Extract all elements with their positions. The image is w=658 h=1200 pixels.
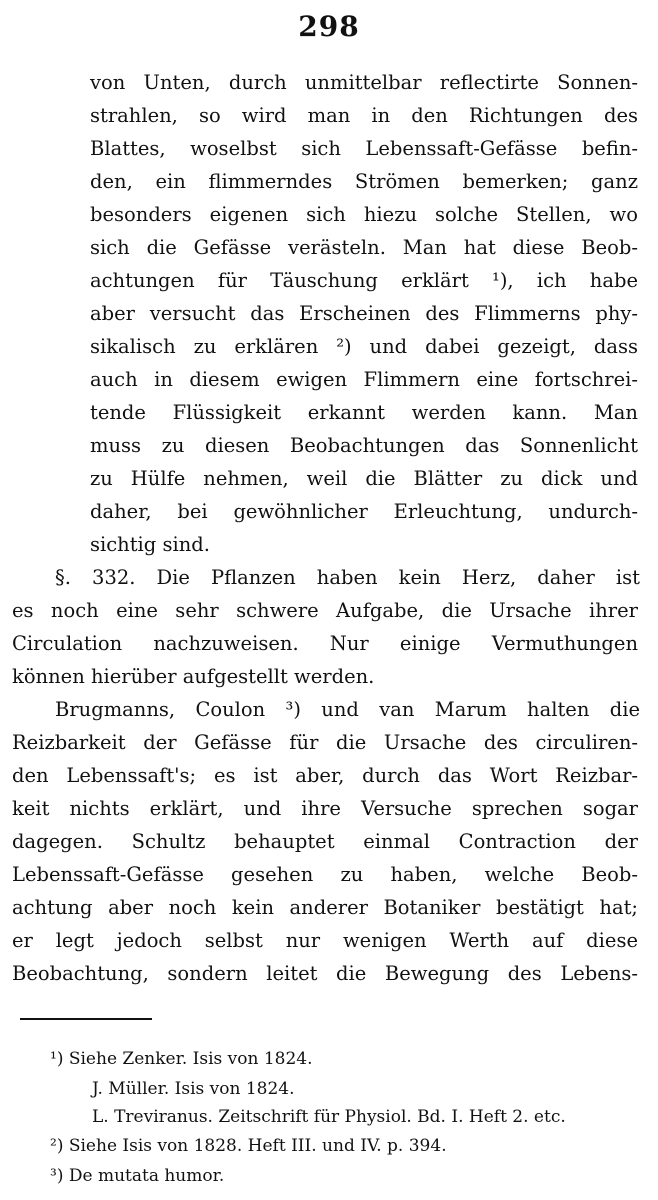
text-line: Lebenssaft-Gefässe gesehen zu haben, welche Beob- — [12, 863, 638, 886]
text-line: muss zu diesen Beobachtungen das Sonnenlicht — [90, 434, 638, 457]
footnote-divider — [20, 1018, 152, 1020]
text-line: Reizbarkeit der Gefässe für die Ursache des circuliren- — [12, 731, 638, 754]
paragraph-start-line: Brugmanns, Coulon ³) und van Marum halten die — [55, 698, 640, 721]
text-line: achtung aber noch kein anderer Botaniker bestätigt hat; — [12, 896, 638, 919]
text-line: daher, bei gewöhnlicher Erleuchtung, undurch- — [90, 500, 638, 523]
text-line: den Lebenssaft's; es ist aber, durch das Wort Reizbar- — [12, 764, 638, 787]
text-line: zu Hülfe nehmen, weil die Blätter zu dick und — [90, 467, 638, 490]
footnote-2: ²) Siehe Isis von 1828. Heft III. und IV. p. 394. — [50, 1136, 447, 1156]
text-line: achtungen für Täuschung erklärt ¹), ich habe — [90, 269, 638, 292]
text-line: tende Flüssigkeit erkannt werden kann. Man — [90, 401, 638, 424]
text-line: von Unten, durch unmittelbar reflectirte Sonnen- — [90, 71, 638, 94]
section-heading-line: §. 332. Die Pflanzen haben kein Herz, daher ist — [55, 566, 640, 589]
text-line: Circulation nachzuweisen. Nur einige Vermuthungen — [12, 632, 638, 655]
footnote-1: ¹) Siehe Zenker. Isis von 1824. — [50, 1049, 313, 1069]
text-line: aber versucht das Erscheinen des Flimmerns phy- — [90, 302, 638, 325]
text-line: sich die Gefässe verästeln. Man hat diese Beob- — [90, 236, 638, 259]
text-line: strahlen, so wird man in den Richtungen des — [90, 104, 638, 127]
footnote-1-cont: L. Treviranus. Zeitschrift für Physiol. Bd. I. Heft 2. etc. — [92, 1107, 566, 1127]
text-line: sichtig sind. — [90, 533, 210, 556]
footnote-1-cont: J. Müller. Isis von 1824. — [92, 1079, 295, 1099]
text-line: besonders eigenen sich hiezu solche Stellen, wo — [90, 203, 638, 226]
text-line: keit nichts erklärt, und ihre Versuche sprechen sogar — [12, 797, 638, 820]
text-line: Beobachtung, sondern leitet die Bewegung des Lebens- — [12, 962, 638, 985]
text-line: es noch eine sehr schwere Aufgabe, die Ursache ihrer — [12, 599, 638, 622]
footnote-3: ³) De mutata humor. — [50, 1166, 225, 1186]
page-number: 298 — [298, 10, 360, 43]
text-line: Blattes, woselbst sich Lebenssaft-Gefässe befin- — [90, 137, 638, 160]
text-line: sikalisch zu erklären ²) und dabei gezeigt, dass — [90, 335, 638, 358]
text-line: können hierüber aufgestellt werden. — [12, 665, 375, 688]
text-line: den, ein flimmerndes Strömen bemerken; ganz — [90, 170, 638, 193]
text-line: auch in diesem ewigen Flimmern eine fortschrei- — [90, 368, 638, 391]
text-line: dagegen. Schultz behauptet einmal Contraction der — [12, 830, 638, 853]
text-line: er legt jedoch selbst nur wenigen Werth auf diese — [12, 929, 638, 952]
